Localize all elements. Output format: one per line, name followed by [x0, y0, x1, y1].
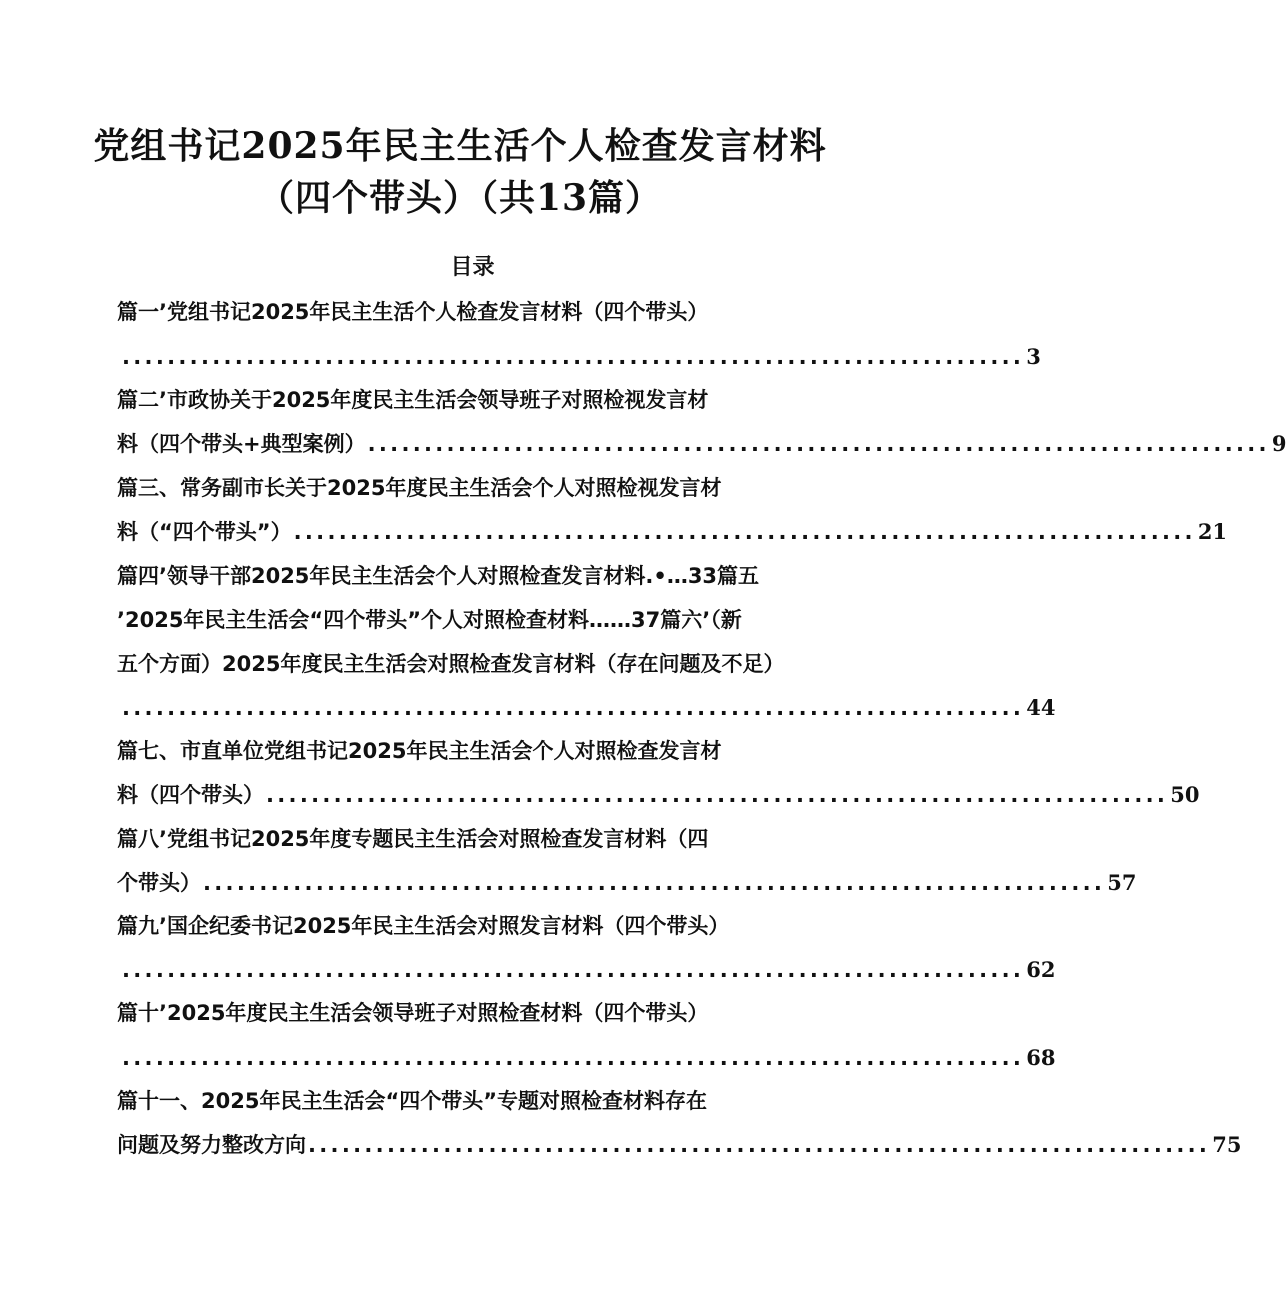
dot-leader: ................................................................................	[308, 1133, 1211, 1157]
toc-entry-11-leader[interactable]	[117, 1130, 1242, 1160]
dot-leader: ................................................................................	[203, 871, 1106, 895]
toc-entry-9-page: 62	[1026, 957, 1056, 982]
dot-leader: ................................................................................	[367, 432, 1270, 456]
dot-leader: ................................................................................	[122, 958, 1025, 982]
toc-entry-3-title[interactable]: 篇三、常务副市长关于2025年度民主生活会个人对照检视发言材	[117, 476, 722, 500]
toc-entry-8-page: 57	[1107, 870, 1137, 895]
toc-entry-3-page: 21	[1197, 519, 1228, 544]
toc-entry-1-page: 3	[1026, 344, 1041, 369]
toc-entry-4-page: 44	[1026, 695, 1056, 720]
toc-entry-2-leader[interactable]	[117, 429, 1286, 459]
toc-entry-9-leader[interactable]	[120, 955, 1056, 985]
toc-entry-11-page: 75	[1212, 1132, 1242, 1157]
dot-leader: ................................................................................	[266, 783, 1169, 807]
toc-entry-4-leader[interactable]	[120, 693, 1056, 723]
toc-entry-1-title[interactable]: 篇一’党组书记2025年民主生活个人检查发言材料（四个带头）	[117, 300, 709, 324]
toc-entry-7-title[interactable]: 篇七、市直单位党组书记2025年民主生活会个人对照检查发言材	[117, 739, 722, 763]
document-title-line-1: 党组书记2025年民主生活个人检查发言材料	[93, 125, 827, 167]
toc-entry-2-lead: 料（四个带头+典型案例）	[117, 432, 366, 456]
toc-entry-10-leader[interactable]	[120, 1043, 1056, 1073]
toc-entry-11-title[interactable]: 篇十一、2025年民主生活会“四个带头”专题对照检查材料存在	[117, 1089, 708, 1113]
document-title-line-2: （四个带头）（共13篇）	[257, 177, 663, 219]
toc-entry-2-title[interactable]: 篇二’市政协关于2025年度民主生活会领导班子对照检视发言材	[117, 388, 709, 412]
toc-entry-4-title[interactable]: 篇四’领导干部2025年民主生活会个人对照检查发言材料.•…33篇五	[117, 564, 760, 588]
toc-entry-4-title-line-2[interactable]: ’2025年民主生活会“四个带头”个人对照检查材料……37篇六’（新	[117, 608, 742, 632]
toc-entry-11-lead: 问题及努力整改方向	[117, 1133, 306, 1157]
toc-entry-1-leader[interactable]	[120, 342, 1041, 372]
toc-entry-8-title[interactable]: 篇八’党组书记2025年度专题民主生活会对照检查发言材料（四	[117, 827, 709, 851]
toc-entry-4-title-line-3[interactable]: 五个方面）2025年度民主生活会对照检查发言材料（存在问题及不足）	[117, 652, 785, 676]
dot-leader: ................................................................................	[122, 696, 1025, 720]
toc-entry-8-lead: 个带头）	[117, 871, 201, 895]
toc-entry-10-page: 68	[1026, 1045, 1056, 1070]
dot-leader: ................................................................................	[122, 1046, 1025, 1070]
toc-entry-9-title[interactable]: 篇九’国企纪委书记2025年民主生活会对照发言材料（四个带头）	[117, 914, 730, 938]
toc-entry-2-page: 9	[1271, 431, 1286, 456]
toc-entry-7-page: 50	[1170, 782, 1200, 807]
toc-entry-8-leader[interactable]	[117, 868, 1137, 898]
toc-entry-3-leader[interactable]	[117, 517, 1228, 547]
toc-entry-3-lead: 料（“四个带头”）	[117, 520, 292, 544]
toc-entry-7-lead: 料（四个带头）	[117, 783, 264, 807]
toc-entry-7-leader[interactable]	[117, 780, 1200, 810]
toc-heading: 目录	[450, 255, 495, 280]
dot-leader: ................................................................................	[293, 520, 1196, 544]
dot-leader: ................................................................................	[122, 345, 1025, 369]
toc-entry-10-title[interactable]: 篇十’2025年度民主生活会领导班子对照检查材料（四个带头）	[117, 1001, 709, 1025]
